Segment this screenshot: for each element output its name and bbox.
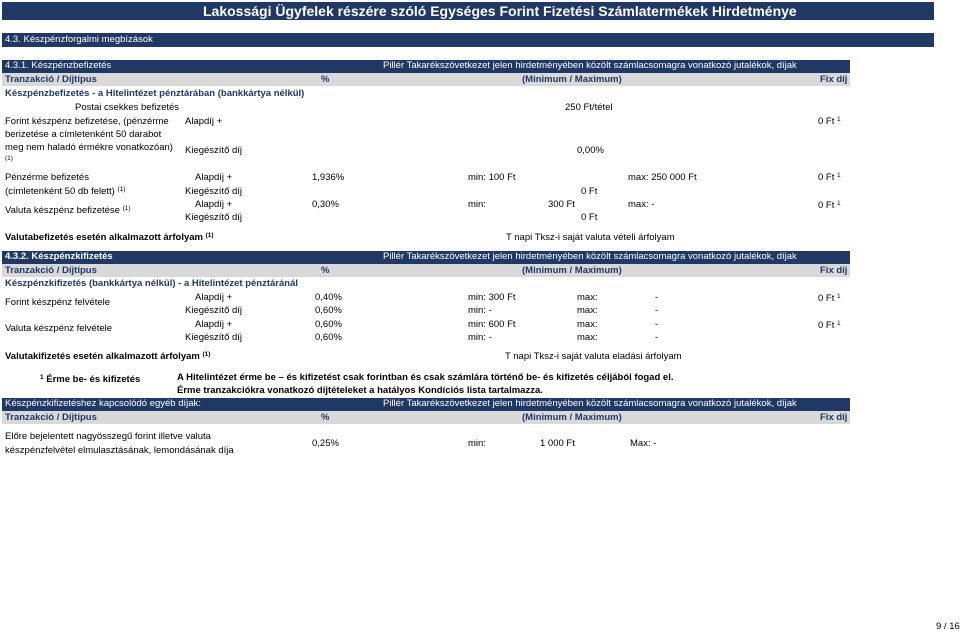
s2-col-transaction: Tranzakció / Díjtípus bbox=[5, 265, 97, 276]
s3-label-1: Előre bejelentett nagyösszegű forint illetve valuta bbox=[5, 431, 211, 442]
s1-col-fix: Fix díj bbox=[820, 74, 848, 85]
s2-subhead: Készpénzkifizetés (bankkártya nélkül) - a Hitelintézet pénztáránál bbox=[5, 278, 299, 289]
withdrawal-fx-base: Alapdíj + bbox=[195, 319, 233, 330]
withdrawal-forint-extra-pct: 0,60% bbox=[315, 305, 342, 316]
s1-title: 4.3.1. Készpénzbefizetés bbox=[5, 60, 112, 71]
s2-header-note: Pillér Takarékszövetkezet jelen hirdetményében közölt számlacsomagra vonatkozó jutalékok, díjak bbox=[383, 251, 797, 262]
withdrawal-forint-base: Alapdíj + bbox=[195, 292, 233, 303]
fx-deposit-label: Valuta készpénz befizetése $^{(1)}$ bbox=[5, 205, 131, 216]
s3-col-fix: Fix díj bbox=[820, 412, 848, 423]
coin-deposit-base: Alapdíj + bbox=[195, 172, 233, 183]
coin-deposit-extra: Kiegészítő díj bbox=[185, 186, 243, 197]
s2-col-percent: % bbox=[321, 265, 330, 276]
forint-deposit-label-2: berizetése a címletenként 50 darabot bbox=[5, 129, 162, 140]
s3-pct: 0,25% bbox=[312, 438, 339, 449]
postal-label: Postai csekkes befizetés bbox=[75, 102, 180, 113]
withdrawal-forint-base-max: max: bbox=[577, 292, 598, 303]
s2-rate-value: T napi Tksz-i saját valuta eladási árfolyam bbox=[505, 351, 682, 362]
withdrawal-forint-fix: 0 Ft $^1$ bbox=[818, 293, 841, 304]
fx-deposit-max: max: - bbox=[628, 199, 655, 210]
forint-deposit-label-3: meg nem haladó érmékre vonatkozóan) bbox=[5, 142, 173, 153]
withdrawal-fx-base-pct: 0,60% bbox=[315, 319, 342, 330]
withdrawal-forint-extra-min: min: - bbox=[468, 305, 492, 316]
s3-col-minmax: (Minimum / Maximum) bbox=[522, 412, 622, 423]
s1-rate-value: T napi Tksz-i saját valuta vételi árfolyam bbox=[506, 232, 675, 243]
withdrawal-fx-extra-max-val: - bbox=[655, 332, 659, 343]
s3-min-label: min: bbox=[468, 438, 486, 449]
withdrawal-forint-base-pct: 0,40% bbox=[315, 292, 342, 303]
forint-deposit-base: Alapdíj + bbox=[185, 116, 223, 127]
withdrawal-fx-extra-max: max: bbox=[577, 332, 598, 343]
s1-subhead: Készpénzbefizetés - a Hitelintézet pénztárában (bankkártya nélkül) bbox=[5, 88, 305, 99]
coin-deposit-max: max: 250 000 Ft bbox=[628, 172, 697, 183]
s1-column-header-bar bbox=[2, 73, 850, 86]
s3-column-header-bar bbox=[2, 411, 850, 424]
footnote-text-1: A Hitelintézet érme be – és kifizetést csak forintban és csak számlára történő be- és kifizetés céljából fogad el. bbox=[177, 372, 674, 383]
s1-col-minmax: (Minimum / Maximum) bbox=[522, 74, 622, 85]
withdrawal-forint-extra: Kiegészítő díj bbox=[185, 305, 243, 316]
fx-deposit-pct: 0,30% bbox=[312, 199, 339, 210]
withdrawal-fx-extra: Kiegészítő díj bbox=[185, 332, 243, 343]
s3-header-note: Pillér Takarékszövetkezet jelen hirdetményében közölt számlacsomagra vonatkozó jutalékok, díjak bbox=[383, 398, 797, 409]
s1-col-percent: % bbox=[321, 74, 330, 85]
fx-deposit-base: Alapdíj + bbox=[195, 199, 233, 210]
s3-label-2: készpénzfelvétel elmulasztásának, lemondásának díja bbox=[5, 445, 234, 456]
coin-deposit-label-1: Pénzérme befizetés bbox=[5, 172, 89, 183]
withdrawal-fx-extra-pct: 0,60% bbox=[315, 332, 342, 343]
s2-rate-label: Valutakifizetés esetén alkalmazott árfolyam $^{(1)}$ bbox=[5, 351, 211, 362]
fx-deposit-extra-val: 0 Ft bbox=[581, 212, 598, 223]
section-title: 4.3. Készpénzforgalmi megbízások bbox=[5, 34, 153, 45]
postal-fee: 250 Ft/tétel bbox=[565, 102, 613, 113]
withdrawal-fx-extra-min: min: - bbox=[468, 332, 492, 343]
fx-deposit-fix: 0 Ft $^1$ bbox=[818, 200, 841, 211]
coin-deposit-pct: 1,936% bbox=[312, 172, 345, 183]
s3-col-percent: % bbox=[321, 412, 330, 423]
withdrawal-fx-base-max-val: - bbox=[655, 319, 659, 330]
forint-deposit-extra-pct: 0,00% bbox=[577, 145, 604, 156]
withdrawal-fx-fix: 0 Ft $^1$ bbox=[818, 320, 841, 331]
page-title: Lakossági Ügyfelek részére szóló Egységes Forint Fizetési Számlatermékek Hirdetménye bbox=[203, 3, 797, 19]
s3-col-transaction: Tranzakció / Díjtípus bbox=[5, 412, 97, 423]
s2-col-minmax: (Minimum / Maximum) bbox=[522, 265, 622, 276]
withdrawal-forint-base-min: min: 300 Ft bbox=[468, 292, 516, 303]
s1-header-note: Pillér Takarékszövetkezet jelen hirdetményében közölt számlacsomagra vonatkozó jutalékok, díjak bbox=[383, 60, 797, 71]
coin-deposit-label-2: (címletenként 50 db felett) $^{(1)}$ bbox=[5, 186, 126, 197]
s1-col-transaction: Tranzakció / Díjtípus bbox=[5, 74, 97, 85]
s3-max: Max: - bbox=[630, 438, 657, 449]
coin-deposit-min: min: 100 Ft bbox=[468, 172, 516, 183]
fx-deposit-min-val: 300 Ft bbox=[548, 199, 575, 210]
forint-deposit-extra: Kiegészítő díj bbox=[185, 145, 243, 156]
forint-deposit-label-1: Forint készpénz befizetése, (pénzérme bbox=[5, 116, 169, 127]
forint-deposit-fix: 0 Ft $^1$ bbox=[818, 116, 841, 127]
s3-title: Készpénzkifizetéshez kapcsolódó egyéb díjak: bbox=[5, 398, 201, 409]
s1-rate-label: Valutabefizetés esetén alkalmazott árfolyam $^{(1)}$ bbox=[5, 232, 214, 243]
withdrawal-fx-base-min: min: 600 Ft bbox=[468, 319, 516, 330]
footnote-label: $^1$ Érme be- és kifizetés bbox=[40, 374, 141, 385]
footnote-text-2: Érme tranzakciókra vonatkozó díjtételeket a hatályos Kondíciós lista tartalmazza. bbox=[177, 385, 543, 396]
page-number: 9 / 16 bbox=[936, 621, 960, 632]
coin-deposit-fix: 0 Ft $^1$ bbox=[818, 172, 841, 183]
withdrawal-fx-base-max: max: bbox=[577, 319, 598, 330]
s2-col-fix: Fix díj bbox=[820, 265, 848, 276]
withdrawal-forint-base-max-val: - bbox=[655, 292, 659, 303]
fx-deposit-extra: Kiegészítő díj bbox=[185, 212, 243, 223]
forint-deposit-sup: (1) bbox=[5, 155, 13, 162]
withdrawal-fx-label: Valuta készpénz felvétele bbox=[5, 323, 113, 334]
s2-column-header-bar bbox=[2, 264, 850, 277]
withdrawal-forint-extra-max: max: bbox=[577, 305, 598, 316]
coin-deposit-extra-val: 0 Ft bbox=[581, 186, 598, 197]
s2-title: 4.3.2. Készpénzkifizetés bbox=[5, 251, 113, 262]
fx-deposit-min-label: min: bbox=[468, 199, 486, 210]
withdrawal-forint-extra-max-val: - bbox=[655, 305, 659, 316]
s3-min-val: 1 000 Ft bbox=[540, 438, 575, 449]
withdrawal-forint-label: Forint készpénz felvétele bbox=[5, 297, 111, 308]
